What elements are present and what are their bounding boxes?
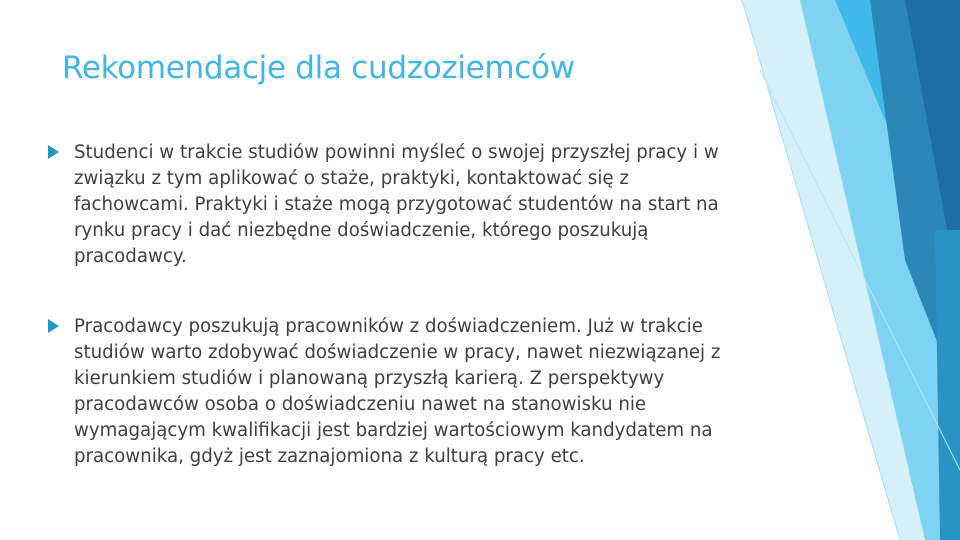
triangle-bullet-icon — [48, 319, 59, 333]
bullet-list — [48, 140, 738, 514]
bullet-text: Studenci w trakcie studiów powinni myśleć o swojej przyszłej pracy i w związku z tym aplikować o staże, praktyki, kontaktować się z fachowcami. Praktyki i staże mogą przygotować studentów na start na rynku pracy i dać niezbędne doświadczenie, którego poszukują pracodawcy. — [74, 142, 719, 267]
bullet-item — [48, 314, 738, 470]
slide-title: Rekomendacje dla cudzoziemców — [62, 50, 575, 86]
triangle-bullet-icon — [48, 145, 59, 159]
bullet-text: Pracodawcy poszukują pracowników z doświadczeniem. Już w trakcie studiów warto zdobywać doświadczenie w pracy, nawet niezwiązanej z kierunkiem studiów i planowaną przyszłą karierą. Z perspektywy pracodawców osoba o doświadczeniu nawet na stanowisku nie wymagającym kwalifikacji jest bardziej wartościowym kandydatem na pracownika, gdyż jest zaznajomiona z kulturą pracy etc. — [74, 316, 721, 467]
bullet-item — [48, 140, 738, 270]
